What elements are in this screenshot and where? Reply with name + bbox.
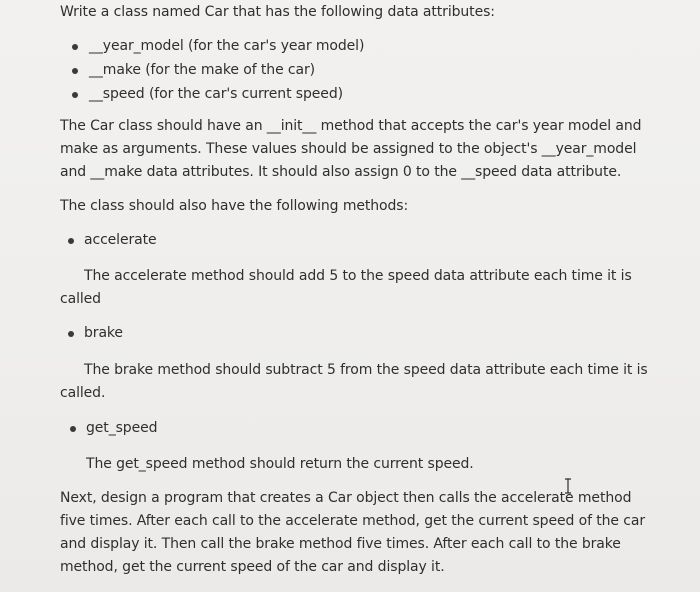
- program-paragraph-line-1: Next, design a program that creates a Car object then calls the accelerate method: [60, 490, 632, 506]
- init-paragraph-line-1: The Car class should have an __init__ method that accepts the car's year model and: [60, 118, 642, 134]
- method-brake-desc-line-2: called.: [60, 385, 106, 401]
- method-get-speed-name: get_speed: [86, 420, 158, 436]
- attribute-year-model: __year_model (for the car's year model): [89, 38, 365, 54]
- method-accelerate-desc-line-1: The accelerate method should add 5 to the speed data attribute each time it is: [84, 268, 632, 284]
- init-paragraph-line-2: make as arguments. These values should be assigned to the object's __year_model: [60, 141, 637, 157]
- method-get-speed-desc-line-1: The get_speed method should return the current speed.: [86, 456, 474, 472]
- bullet-icon: [68, 238, 74, 244]
- program-paragraph-line-3: and display it. Then call the brake method five times. After each call to the brake: [60, 536, 621, 552]
- program-paragraph-line-2: five times. After each call to the accelerate method, get the current speed of the car: [60, 513, 646, 529]
- bullet-icon: [72, 44, 78, 50]
- method-brake-name: brake: [84, 325, 123, 341]
- method-brake-desc-line-1: The brake method should subtract 5 from the speed data attribute each time it is: [84, 362, 648, 378]
- attribute-make: __make (for the make of the car): [89, 62, 316, 78]
- method-accelerate-desc-line-2: called: [60, 291, 101, 307]
- attribute-speed: __speed (for the car's current speed): [89, 86, 343, 102]
- bullet-icon: [70, 426, 76, 432]
- text-cursor-icon: [563, 478, 573, 494]
- init-paragraph-line-3: and __make data attributes. It should also assign 0 to the __speed data attribute.: [60, 164, 622, 180]
- method-accelerate-name: accelerate: [84, 232, 157, 248]
- program-paragraph-line-4: method, get the current speed of the car and display it.: [60, 559, 445, 575]
- bullet-icon: [72, 92, 78, 98]
- intro-heading: Write a class named Car that has the following data attributes:: [60, 4, 495, 20]
- bullet-icon: [68, 331, 74, 337]
- bullet-icon: [72, 68, 78, 74]
- methods-heading: The class should also have the following methods:: [60, 198, 409, 214]
